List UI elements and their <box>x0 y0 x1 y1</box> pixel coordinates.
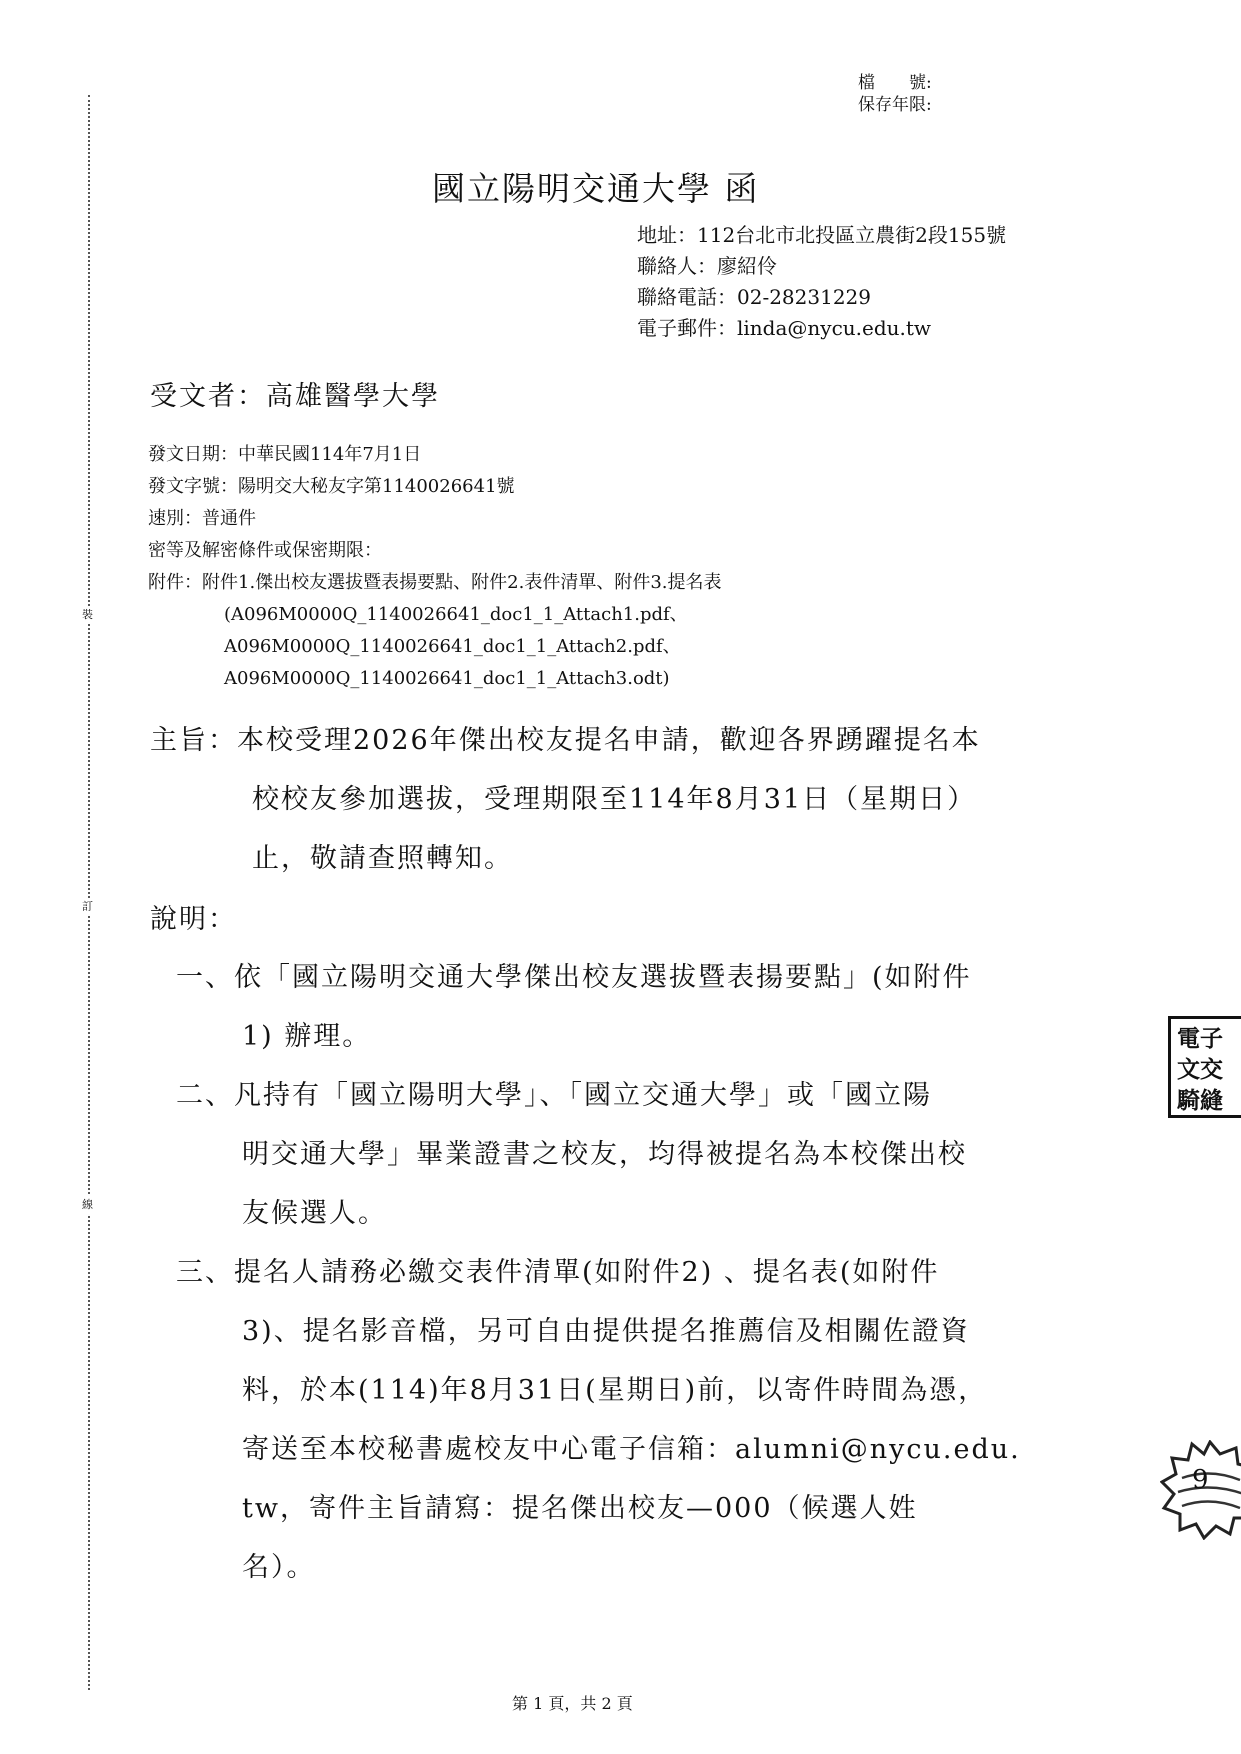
issue-date: 發文日期：中華民國114年7月1日 <box>148 444 422 465</box>
binding-label-xian: 線 <box>82 1196 93 1214</box>
contact-phone: 聯絡電話：02-28231229 <box>637 285 872 309</box>
explanation-item-3-line-2: 3)、提名影音檔，另可自由提供提名推薦信及相關佐證資 <box>242 1316 970 1347</box>
explanation-item-2-line-3: 友候選人。 <box>242 1198 387 1229</box>
binding-line <box>88 95 94 1690</box>
attachment-line-1: 附件：附件1.傑出校友選拔暨表揚要點、附件2.表件清單、附件3.提名表 <box>148 572 722 593</box>
explanation-item-3-line-1: 三、提名人請務必繳交表件清單(如附件2) 、提名表(如附件 <box>176 1257 940 1288</box>
subject-line-2: 校校友參加選拔，受理期限至114年8月31日（星期日） <box>252 784 977 815</box>
attachment-line-2: (A096M0000Q_1140026641_doc1_1_Attach1.pdf、 <box>224 604 688 625</box>
secrecy-level: 密等及解密條件或保密期限： <box>148 540 382 561</box>
explanation-item-1-line-2: 1) 辦理。 <box>242 1021 372 1052</box>
stamp-text-3: 騎縫 <box>1177 1087 1223 1114</box>
file-number-label: 檔 號: <box>858 73 932 93</box>
subject-line-1: 主旨：本校受理2026年傑出校友提名申請，歡迎各界踴躍提名本 <box>150 725 981 756</box>
binding-label-zhuang: 裝 <box>82 606 93 624</box>
document-title: 國立陽明交通大學 函 <box>432 169 760 208</box>
contact-person: 聯絡人：廖紹伶 <box>637 254 777 278</box>
explanation-item-3-line-3: 料，於本(114)年8月31日(星期日)前，以寄件時間為憑， <box>242 1375 988 1406</box>
attachment-line-3: A096M0000Q_1140026641_doc1_1_Attach2.pdf、 <box>224 636 681 657</box>
electronic-document-stamp <box>1168 1016 1241 1118</box>
explanation-item-3-line-6: 名）。 <box>242 1552 316 1583</box>
explanation-item-1-line-1: 一、依「國立陽明交通大學傑出校友選拔暨表揚要點」(如附件 <box>176 962 972 993</box>
explanation-item-2-line-1: 二、凡持有「國立陽明大學」、「國立交通大學」或「國立陽 <box>176 1080 932 1111</box>
attachment-line-4: A096M0000Q_1140026641_doc1_1_Attach3.odt) <box>224 668 670 689</box>
binding-label-ding: 訂 <box>82 898 93 916</box>
recipient: 受文者：高雄醫學大學 <box>150 381 440 412</box>
subject-line-3: 止，敬請查照轉知。 <box>252 843 513 874</box>
contact-email: 電子郵件：linda@nycu.edu.tw <box>637 316 932 340</box>
document-number: 發文字號：陽明交大秘友字第1140026641號 <box>148 476 515 497</box>
stamp-text-1: 電子 <box>1177 1025 1223 1052</box>
explanation-item-3-line-4: 寄送至本校秘書處校友中心電子信箱：alumni@nycu.edu. <box>242 1434 1021 1465</box>
delivery-speed: 速別：普通件 <box>148 508 256 529</box>
page-footer: 第 1 頁，共 2 頁 <box>512 1694 633 1713</box>
contact-address: 地址：112台北市北投區立農街2段155號 <box>637 223 1007 247</box>
explanation-item-2-line-2: 明交通大學」畢業證書之校友，均得被提名為本校傑出校 <box>242 1139 967 1170</box>
seal-number: 9 <box>1192 1465 1209 1495</box>
retention-period-label: 保存年限: <box>858 95 932 115</box>
explanation-item-3-line-5: tw，寄件主旨請寫：提名傑出校友—000（候選人姓 <box>242 1493 918 1524</box>
stamp-text-2: 文交 <box>1177 1056 1223 1083</box>
explanation-heading: 說明： <box>150 904 237 935</box>
